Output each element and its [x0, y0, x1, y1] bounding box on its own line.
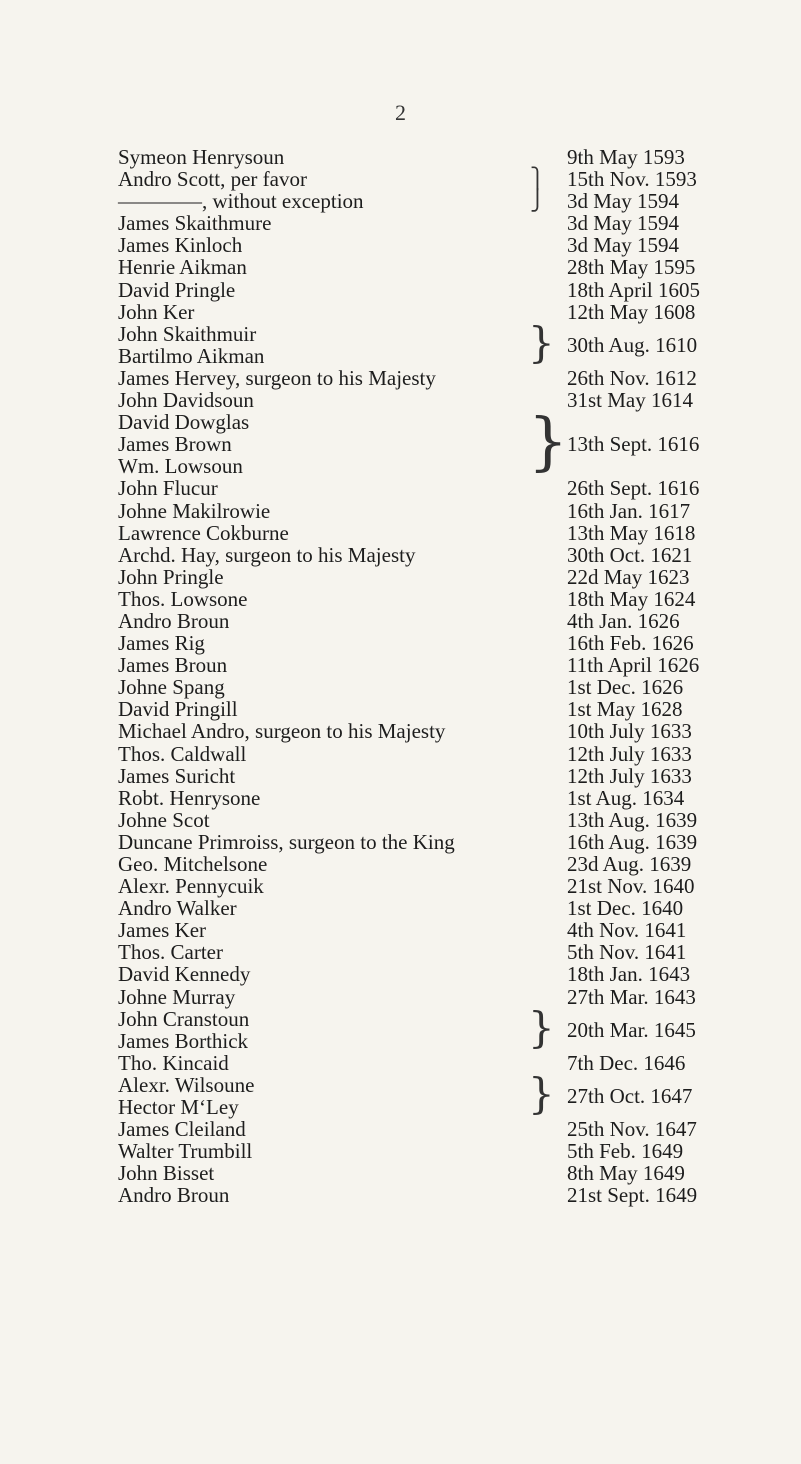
register-entry	[0, 477, 801, 499]
register-entry	[0, 1118, 801, 1140]
entry-date: 11th April 1626	[567, 653, 700, 678]
entry-date: 16th Feb. 1626	[567, 631, 694, 656]
register-entry	[0, 720, 801, 742]
entry-name: John Ker	[118, 299, 195, 324]
entry-name: Andro Scott, per favor	[118, 167, 307, 192]
entry-date: 27th Mar. 1643	[567, 984, 696, 1009]
entry-date: 10th July 1633	[567, 719, 692, 744]
entry-date: 18th May 1624	[567, 586, 696, 611]
grouped-entry	[0, 405, 801, 479]
entry-date: 28th May 1595	[567, 255, 696, 280]
entry-date: 26th Nov. 1612	[567, 365, 697, 390]
entry-name: John Skaithmuir	[118, 321, 257, 346]
register-entry	[0, 500, 801, 522]
register-entry	[0, 1184, 801, 1206]
entry-name: Duncane Primroiss, surgeon to the King	[118, 829, 455, 854]
entry-date: 3d May 1594	[567, 189, 679, 214]
entry-date: 4th Nov. 1641	[567, 918, 687, 943]
register-entry	[0, 698, 801, 720]
entry-date: 27th Oct. 1647	[567, 1084, 693, 1108]
entry-name: Henrie Aikman	[118, 255, 247, 280]
entry-date: 1st Aug. 1634	[567, 785, 685, 810]
curly-brace-icon: }	[528, 1068, 555, 1118]
register-entry	[0, 544, 801, 566]
entry-date: 16th Jan. 1617	[567, 498, 691, 523]
entry-date: 21st Sept. 1649	[567, 1183, 698, 1208]
entry-name: Michael Andro, surgeon to his Majesty	[118, 719, 446, 744]
entry-name: James Broun	[118, 653, 228, 678]
entry-name: James Cleiland	[118, 1117, 246, 1142]
register-entry	[0, 809, 801, 831]
entry-date: 1st Dec. 1640	[567, 896, 684, 921]
entry-date: 1st May 1628	[567, 697, 683, 722]
curly-brace-icon: }	[528, 317, 555, 367]
entry-name: John Davidsoun	[118, 388, 254, 413]
register-list	[0, 146, 801, 1207]
register-entry	[0, 765, 801, 787]
register-entry	[0, 256, 801, 278]
register-entry	[0, 1052, 801, 1074]
register-entry	[0, 588, 801, 610]
entry-name: Johne Murray	[118, 984, 236, 1009]
entry-name: James Borthick	[118, 1028, 249, 1053]
entry-name: Johne Spang	[118, 675, 225, 700]
entry-name: James Suricht	[118, 763, 236, 788]
entry-name: Robt. Henrysone	[118, 785, 261, 810]
entry-name: James Skaithmure	[118, 211, 272, 236]
entry-name: Alexr. Wilsoune	[118, 1072, 255, 1097]
grouped-entry	[0, 1068, 801, 1120]
entry-name: Andro Broun	[118, 608, 230, 633]
entry-name: John Flucur	[118, 476, 218, 501]
entry-date: 30th Aug. 1610	[567, 332, 698, 357]
entry-date: 9th May 1593	[567, 145, 685, 169]
entry-date: 31st May 1614	[567, 388, 693, 413]
entry-name: Geo. Mitchelsone	[118, 852, 268, 877]
entry-name: Lawrence Cokburne	[118, 520, 289, 545]
register-entry	[0, 367, 801, 389]
entry-name: David Pringill	[118, 697, 238, 722]
register-entry	[0, 963, 801, 985]
entry-name: John Cranstoun	[118, 1006, 250, 1031]
entry-name: Walter Trumbill	[118, 1139, 253, 1164]
entry-date: 5th Nov. 1641	[567, 940, 687, 965]
entry-name: David Pringle	[118, 277, 236, 302]
entry-date: 20th Mar. 1645	[567, 1017, 696, 1042]
register-entry	[0, 610, 801, 632]
entry-date: 1st Dec. 1626	[567, 675, 684, 700]
register-entry	[0, 168, 801, 190]
register-entry	[0, 522, 801, 544]
register-entry	[0, 831, 801, 853]
register-entry	[0, 676, 801, 698]
entry-name: Johne Scot	[118, 807, 210, 832]
entry-name: Bartilmo Aikman	[118, 343, 265, 368]
register-entry	[0, 897, 801, 919]
entry-date: 4th Jan. 1626	[567, 608, 680, 633]
register-entry	[0, 853, 801, 875]
entry-date: 3d May 1594	[567, 211, 679, 236]
brace-bottom-icon: ⎭	[530, 190, 545, 213]
grouped-entry	[0, 317, 801, 368]
entry-name: Thos. Carter	[118, 940, 223, 965]
register-entry	[0, 146, 801, 168]
entry-date: 21st Nov. 1640	[567, 874, 695, 899]
entry-name: James Kinloch	[118, 233, 243, 258]
curly-brace-icon: }	[528, 405, 569, 479]
register-entry	[0, 787, 801, 809]
register-entry	[0, 941, 801, 963]
page-number: 2	[395, 100, 406, 125]
entry-name: Alexr. Pennycuik	[118, 874, 264, 899]
entry-name: Thos. Caldwall	[118, 741, 247, 766]
entry-name: Tho. Kincaid	[118, 1050, 229, 1075]
register-entry	[0, 566, 801, 588]
entry-date: 13th May 1618	[567, 520, 696, 545]
entry-date: 22d May 1623	[567, 564, 690, 589]
entry-name: Hector M‘Ley	[118, 1095, 239, 1120]
entry-date: 23d Aug. 1639	[567, 852, 692, 877]
entry-name: David Kennedy	[118, 962, 251, 987]
entry-date: 12th July 1633	[567, 763, 692, 788]
register-entry	[0, 632, 801, 654]
entry-name: James Rig	[118, 631, 205, 656]
entry-name: John Pringle	[118, 564, 224, 589]
entry-date: 7th Dec. 1646	[567, 1050, 686, 1075]
register-entry	[0, 743, 801, 765]
register-entry	[0, 1140, 801, 1162]
entry-name: Wm. Lowsoun	[118, 454, 243, 479]
entry-date: 18th April 1605	[567, 277, 701, 302]
entry-name: Symeon Henrysoun	[118, 145, 285, 169]
entry-date: 12th July 1633	[567, 741, 692, 766]
entry-name: Archd. Hay, surgeon to his Majesty	[118, 542, 416, 567]
register-entry	[0, 389, 801, 411]
entry-name: James Hervey, surgeon to his Majesty	[118, 365, 436, 390]
entry-name: David Dowglas	[118, 410, 250, 435]
entry-date: 18th Jan. 1643	[567, 962, 691, 987]
register-entry	[0, 919, 801, 941]
grouped-entry	[0, 1002, 801, 1053]
entry-date: 8th May 1649	[567, 1161, 685, 1186]
entry-name: Thos. Lowsone	[118, 586, 248, 611]
entry-name: Andro Broun	[118, 1183, 230, 1208]
register-entry	[0, 986, 801, 1008]
entry-name: James Brown	[118, 432, 232, 457]
register-entry	[0, 301, 801, 323]
entry-date: 12th May 1608	[567, 299, 696, 324]
entry-date: 3d May 1594	[567, 233, 679, 258]
entry-name: Andro Walker	[118, 896, 237, 921]
entry-date: 25th Nov. 1647	[567, 1117, 697, 1142]
entry-date: 30th Oct. 1621	[567, 542, 693, 567]
entry-date: 15th Nov. 1593	[567, 167, 697, 192]
register-entry	[0, 654, 801, 676]
entry-date: 5th Feb. 1649	[567, 1139, 684, 1164]
entry-date: 26th Sept. 1616	[567, 476, 700, 501]
register-entry	[0, 190, 801, 212]
entry-name: ————, without exception	[118, 189, 364, 214]
entry-name: John Bisset	[118, 1161, 215, 1186]
entry-date: 16th Aug. 1639	[567, 829, 698, 854]
brace-top-icon: ⎫	[530, 168, 545, 191]
register-entry	[0, 212, 801, 234]
entry-name: Johne Makilrowie	[118, 498, 271, 523]
register-entry	[0, 279, 801, 301]
curly-brace-icon: }	[528, 1002, 555, 1052]
register-entry	[0, 875, 801, 897]
register-entry	[0, 234, 801, 256]
entry-date: 13th Aug. 1639	[567, 807, 698, 832]
entry-name: James Ker	[118, 918, 207, 943]
entry-date: 13th Sept. 1616	[567, 432, 700, 457]
register-entry	[0, 1162, 801, 1184]
